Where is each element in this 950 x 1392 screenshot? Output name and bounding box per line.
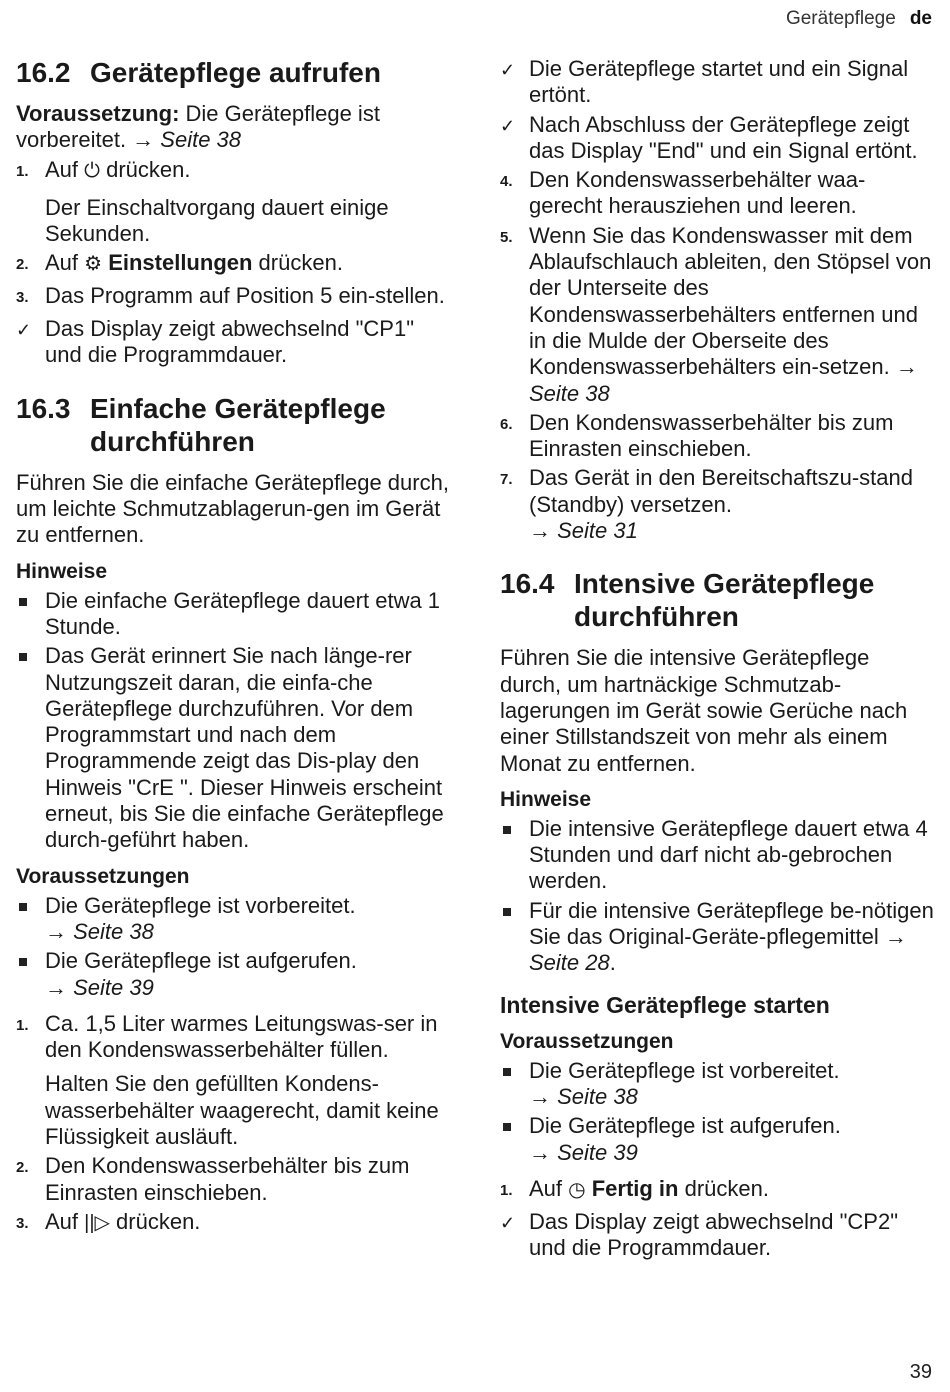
step: 6. Den Kondenswasserbehälter bis zum Einrasten einschieben.: [500, 409, 894, 462]
notes-heading: Hinweise: [16, 559, 108, 583]
intro-16-3: Führen Sie die einfache Gerätepflege durch, um leichte Schmutzablagerun-gen im Gerät zu entfernen.: [16, 469, 449, 548]
page-link[interactable]: → Seite 39: [529, 1139, 638, 1165]
step: 5. Wenn Sie das Kondenswasser mit dem Ablaufschlauch ableiten, den Stöpsel von der Unterseite des Kondenswasserbehälters entfernen und in die Mulde der Oberseite des Kondenswasserbehälters ein-setzen. → Seite 38: [500, 222, 932, 406]
page-link[interactable]: → Seite 38: [132, 127, 242, 153]
note-item: Das Gerät erinnert Sie nach länge-rer Nutzungszeit daran, die einfa-che Gerätepflege durchzuführen. Vor dem Programmstart und nach dem Programmende zeigt das Dis-play den Hinweis "CrE ". Dieser Hinweis erscheint erneut, bis Sie die einfache Gerätepflege durch-geführt haben.: [16, 643, 456, 853]
notes-heading: Hinweise: [500, 787, 592, 811]
gear-icon: ⚙: [84, 253, 103, 276]
step: 7. Das Gerät in den Bereitschaftszu-stand (Standby) versetzen. → Seite 31: [500, 465, 913, 544]
page-link[interactable]: → Seite 28: [529, 924, 907, 976]
step: 1. Ca. 1,5 Liter warmes Leitungswas-ser in den Kondenswasserbehälter füllen.: [16, 1010, 438, 1063]
prerequisite-item: Die Gerätepflege ist aufgerufen. → Seite 39: [16, 948, 456, 1001]
prerequisite-item: Die Gerätepflege ist aufgerufen. → Seite 39: [500, 1113, 936, 1166]
page-link[interactable]: → Seite 38: [529, 1083, 638, 1109]
header-section: Gerätepflege: [785, 8, 896, 29]
power-icon: ⏻: [84, 159, 100, 182]
bullet-icon: [16, 893, 45, 946]
heading-16-4: 16.4 Intensive Gerätepflege durchführen: [500, 568, 875, 633]
heading-16-3: 16.3 Einfache Gerätepflege durchführen: [16, 392, 386, 457]
running-header: [786, 8, 932, 30]
page-number: 39: [909, 1361, 932, 1383]
left-column: [16, 56, 456, 1242]
bullet-icon: [500, 1113, 529, 1166]
check-icon: ✓: [500, 60, 516, 80]
bullet-icon: [16, 588, 45, 641]
step: 3. Auf ||▷ drücken.: [16, 1209, 456, 1239]
prerequisites-heading: Voraussetzungen: [500, 1029, 674, 1053]
step: 1. Auf ◷ Fertig in drücken.: [500, 1176, 936, 1206]
bullet-icon: [500, 1058, 529, 1111]
subheading-start: Intensive Gerätepflege starten: [500, 991, 830, 1018]
header-lang: de: [909, 8, 932, 29]
result: ✓ Nach Abschluss der Gerätepflege zeigt das Display "End" und ein Signal ertönt.: [500, 111, 918, 163]
step-note: Der Einschaltvorgang dauert einige Sekunden.: [45, 194, 389, 246]
note-item: Für die intensive Gerätepflege be-nötigen Sie das Original-Geräte-pflegemittel → Seite 28.: [500, 898, 936, 977]
check-icon: ✓: [500, 115, 516, 136]
step: 3. Das Programm auf Position 5 ein-stellen.: [16, 283, 445, 309]
bullet-icon: [16, 948, 45, 1001]
page-link[interactable]: → Seite 38: [45, 918, 154, 944]
bullet-icon: [16, 643, 45, 853]
bullet-icon: [500, 898, 529, 977]
page-link[interactable]: → Seite 31: [529, 518, 638, 544]
intro-16-4: Führen Sie die intensive Gerätepflege durch, um hartnäckige Schmutzab-lagerungen im Gerät sowie Gerüche nach einer Stillstandszeit von mehr als einem Monat zu entfernen.: [500, 645, 908, 776]
note-item: Die intensive Gerätepflege dauert etwa 4 Stunden und darf nicht ab-gebrochen werden.: [500, 816, 936, 895]
prerequisite-16-2: Voraussetzung: Die Gerätepflege ist vorbereitet. → Seite 38: [16, 101, 380, 153]
bullet-icon: [500, 816, 529, 895]
right-column: [500, 56, 936, 1264]
pause-play-icon: ||▷: [84, 1211, 110, 1234]
result: ✓ Die Gerätepflege startet und ein Signal ertönt.: [500, 56, 909, 108]
note-item: Die einfache Gerätepflege dauert etwa 1 Stunde.: [16, 588, 456, 641]
check-icon: ✓: [500, 1212, 516, 1233]
result: ✓ Das Display zeigt abwechselnd "CP2" und die Programmdauer.: [500, 1208, 899, 1261]
step: 1. Auf ⏻ drücken.: [16, 157, 456, 187]
prerequisite-item: Die Gerätepflege ist vorbereitet. → Seite 38: [16, 893, 456, 946]
page-link[interactable]: → Seite 38: [529, 354, 918, 406]
page-link[interactable]: → Seite 39: [45, 974, 154, 1000]
check-icon: ✓: [16, 320, 32, 341]
result: ✓ Das Display zeigt abwechselnd "CP1" und die Programmdauer.: [16, 316, 415, 368]
timer-icon: ◷: [568, 1178, 586, 1201]
step: 4. Den Kondenswasserbehälter waa-gerecht herausziehen und leeren.: [500, 167, 866, 219]
heading-16-2: 16.2 Gerätepflege aufrufen: [16, 57, 381, 88]
step: 2. Den Kondenswasserbehälter bis zum Einrasten einschieben.: [16, 1153, 410, 1205]
prerequisite-item: Die Gerätepflege ist vorbereitet. → Seite 38: [500, 1058, 936, 1111]
prerequisites-heading: Voraussetzungen: [16, 864, 190, 888]
step: 2. Auf ⚙ Einstellungen drücken.: [16, 250, 456, 280]
step-note: Halten Sie den gefüllten Kondens-wasserbehälter waagerecht, damit keine Flüssigkeit ausläuft.: [45, 1071, 439, 1150]
